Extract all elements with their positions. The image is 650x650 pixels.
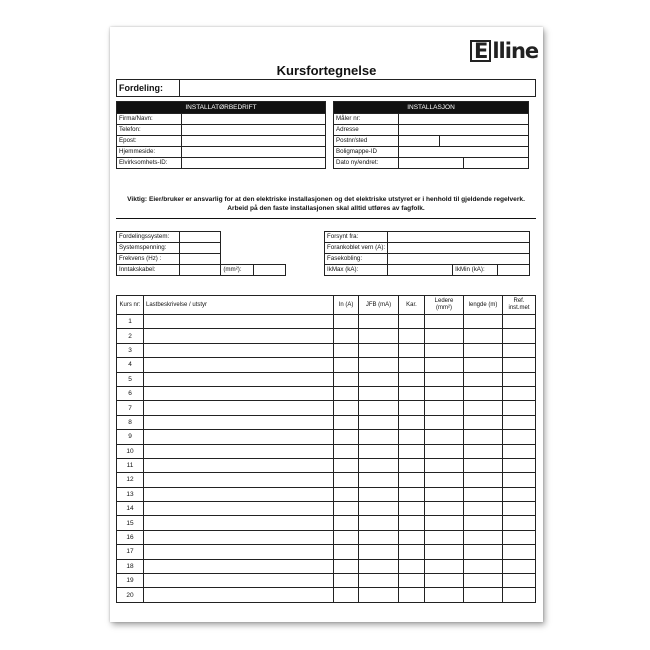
table-row bbox=[117, 415, 536, 429]
system-label: Frekvens (Hz) : bbox=[117, 254, 180, 265]
installer-field[interactable] bbox=[182, 125, 326, 136]
kurs-nr-cell: 19 bbox=[117, 574, 144, 588]
table-cell[interactable] bbox=[399, 516, 425, 530]
installation-label: Adresse bbox=[334, 125, 399, 136]
elline-logo bbox=[470, 39, 538, 63]
table-cell[interactable] bbox=[144, 415, 334, 429]
kurs-nr-cell: 9 bbox=[117, 430, 144, 444]
sted-field[interactable] bbox=[440, 136, 529, 147]
table-cell[interactable] bbox=[399, 502, 425, 516]
table-cell[interactable] bbox=[503, 444, 536, 458]
table-cell[interactable] bbox=[503, 545, 536, 559]
fordeling-label: Fordeling: bbox=[117, 80, 180, 97]
table-cell[interactable] bbox=[359, 559, 399, 573]
table-cell[interactable] bbox=[334, 588, 359, 602]
table-cell[interactable] bbox=[425, 386, 464, 400]
table-cell[interactable] bbox=[503, 502, 536, 516]
table-cell[interactable] bbox=[464, 386, 503, 400]
circuit-table-header bbox=[117, 296, 536, 315]
table-cell[interactable] bbox=[399, 430, 425, 444]
table-cell[interactable] bbox=[334, 473, 359, 487]
table-cell[interactable] bbox=[144, 588, 334, 602]
table-cell[interactable] bbox=[144, 530, 334, 544]
table-cell[interactable] bbox=[425, 574, 464, 588]
system-field[interactable] bbox=[179, 243, 221, 254]
table-cell[interactable] bbox=[425, 516, 464, 530]
table-cell[interactable] bbox=[399, 444, 425, 458]
table-row bbox=[117, 430, 536, 444]
table-cell[interactable] bbox=[464, 588, 503, 602]
system-field[interactable] bbox=[388, 243, 530, 254]
table-cell[interactable] bbox=[503, 386, 536, 400]
col-lastbeskrivelse: Lastbeskrivelse / utstyr bbox=[144, 296, 334, 315]
table-cell[interactable] bbox=[464, 329, 503, 343]
kurs-nr-cell: 17 bbox=[117, 545, 144, 559]
table-cell[interactable] bbox=[334, 545, 359, 559]
table-cell[interactable] bbox=[425, 444, 464, 458]
table-cell[interactable] bbox=[399, 386, 425, 400]
table-cell[interactable] bbox=[144, 458, 334, 472]
table-cell[interactable] bbox=[425, 415, 464, 429]
table-cell[interactable] bbox=[144, 516, 334, 530]
table-cell[interactable] bbox=[334, 559, 359, 573]
table-cell[interactable] bbox=[359, 329, 399, 343]
table-cell[interactable] bbox=[359, 386, 399, 400]
table-cell[interactable] bbox=[503, 358, 536, 372]
table-cell[interactable] bbox=[425, 343, 464, 357]
table-cell[interactable] bbox=[334, 430, 359, 444]
kurs-nr-cell: 14 bbox=[117, 502, 144, 516]
table-cell[interactable] bbox=[503, 516, 536, 530]
table-cell[interactable] bbox=[399, 559, 425, 573]
table-cell[interactable] bbox=[503, 574, 536, 588]
dato-endret-field[interactable] bbox=[464, 158, 529, 169]
table-cell[interactable] bbox=[399, 458, 425, 472]
kurs-nr-cell: 6 bbox=[117, 386, 144, 400]
installer-table bbox=[116, 101, 326, 169]
kurs-nr-cell: 7 bbox=[117, 401, 144, 415]
table-cell[interactable] bbox=[503, 315, 536, 329]
ikmax-field[interactable] bbox=[388, 265, 453, 276]
table-cell[interactable] bbox=[359, 315, 399, 329]
installer-header: INSTALLATØRBEDRIFT bbox=[117, 102, 326, 114]
table-cell[interactable] bbox=[503, 343, 536, 357]
system-right-table bbox=[324, 231, 530, 276]
fordeling-row bbox=[116, 79, 536, 97]
installation-label: Boligmappe-ID bbox=[334, 147, 399, 158]
installation-field[interactable] bbox=[399, 125, 529, 136]
system-label: Systemspenning: bbox=[117, 243, 180, 254]
system-label: Fordelingssystem: bbox=[117, 232, 180, 243]
table-row bbox=[117, 401, 536, 415]
table-cell[interactable] bbox=[425, 487, 464, 501]
table-cell[interactable] bbox=[464, 458, 503, 472]
table-row bbox=[117, 372, 536, 386]
table-row bbox=[117, 458, 536, 472]
table-cell[interactable] bbox=[359, 358, 399, 372]
installation-table bbox=[333, 101, 529, 169]
table-cell[interactable] bbox=[399, 574, 425, 588]
table-cell[interactable] bbox=[399, 588, 425, 602]
mm2-label: (mm²): bbox=[221, 265, 254, 276]
table-cell[interactable] bbox=[464, 343, 503, 357]
table-cell[interactable] bbox=[359, 372, 399, 386]
table-cell[interactable] bbox=[359, 458, 399, 472]
installer-field[interactable] bbox=[182, 136, 326, 147]
table-cell[interactable] bbox=[144, 358, 334, 372]
table-row bbox=[117, 559, 536, 573]
table-cell[interactable] bbox=[334, 358, 359, 372]
system-label: Fasekobling: bbox=[325, 254, 388, 265]
installation-field[interactable] bbox=[399, 147, 529, 158]
table-cell[interactable] bbox=[425, 588, 464, 602]
system-label: Forankoblet vern (A): bbox=[325, 243, 388, 254]
kurs-nr-cell: 5 bbox=[117, 372, 144, 386]
table-row bbox=[117, 343, 536, 357]
table-cell[interactable] bbox=[334, 372, 359, 386]
kurs-nr-cell: 18 bbox=[117, 559, 144, 573]
table-cell[interactable] bbox=[334, 343, 359, 357]
kurs-nr-cell: 10 bbox=[117, 444, 144, 458]
page-title: Kursfortegnelse bbox=[276, 63, 377, 78]
table-cell[interactable] bbox=[464, 372, 503, 386]
table-cell[interactable] bbox=[503, 458, 536, 472]
table-cell[interactable] bbox=[144, 401, 334, 415]
table-cell[interactable] bbox=[359, 343, 399, 357]
table-cell[interactable] bbox=[399, 329, 425, 343]
kurs-nr-cell: 2 bbox=[117, 329, 144, 343]
kurs-nr-cell: 13 bbox=[117, 487, 144, 501]
system-field[interactable] bbox=[179, 254, 221, 265]
table-cell[interactable] bbox=[399, 401, 425, 415]
table-cell[interactable] bbox=[464, 530, 503, 544]
table-cell[interactable] bbox=[503, 559, 536, 573]
table-row bbox=[117, 487, 536, 501]
divider bbox=[116, 218, 536, 219]
table-cell[interactable] bbox=[399, 358, 425, 372]
kurs-nr-cell: 15 bbox=[117, 516, 144, 530]
table-row bbox=[117, 444, 536, 458]
col-kurs-nr: Kurs nr: bbox=[117, 296, 144, 315]
table-row bbox=[117, 516, 536, 530]
mm2-field[interactable] bbox=[253, 265, 285, 276]
installer-label: Epost: bbox=[117, 136, 182, 147]
system-label: Forsynt fra: bbox=[325, 232, 388, 243]
table-cell[interactable] bbox=[144, 559, 334, 573]
table-cell[interactable] bbox=[464, 315, 503, 329]
ikmax-label: IkMax (kA): bbox=[325, 265, 388, 276]
table-cell[interactable] bbox=[425, 502, 464, 516]
installer-field[interactable] bbox=[182, 158, 326, 169]
table-cell[interactable] bbox=[464, 415, 503, 429]
table-cell[interactable] bbox=[144, 329, 334, 343]
fordeling-field[interactable] bbox=[180, 80, 536, 97]
col-kar: Kar. bbox=[399, 296, 425, 315]
table-cell[interactable] bbox=[503, 329, 536, 343]
logo-box-letter: E bbox=[470, 40, 491, 62]
installer-label: Telefon: bbox=[117, 125, 182, 136]
table-cell[interactable] bbox=[144, 487, 334, 501]
table-row bbox=[117, 329, 536, 343]
kurs-nr-cell: 8 bbox=[117, 415, 144, 429]
table-cell[interactable] bbox=[399, 372, 425, 386]
circuit-table-body bbox=[117, 315, 536, 603]
col-ledere: Ledere (mm²) bbox=[425, 296, 464, 315]
table-cell[interactable] bbox=[464, 430, 503, 444]
system-field[interactable] bbox=[179, 232, 221, 243]
installation-label: Postnr/sted bbox=[334, 136, 399, 147]
table-cell[interactable] bbox=[359, 588, 399, 602]
logo-rest: lline bbox=[492, 39, 539, 63]
table-cell[interactable] bbox=[503, 530, 536, 544]
table-cell[interactable] bbox=[144, 315, 334, 329]
table-cell[interactable] bbox=[425, 358, 464, 372]
table-cell[interactable] bbox=[464, 473, 503, 487]
table-cell[interactable] bbox=[399, 530, 425, 544]
col-in: In (A) bbox=[334, 296, 359, 315]
table-cell[interactable] bbox=[464, 487, 503, 501]
installation-label: Måler nr: bbox=[334, 114, 399, 125]
table-cell[interactable] bbox=[464, 401, 503, 415]
ikmin-label: IkMin (kA): bbox=[453, 265, 498, 276]
system-label: Inntakskabel: bbox=[117, 265, 180, 276]
table-cell[interactable] bbox=[334, 530, 359, 544]
table-cell[interactable] bbox=[464, 574, 503, 588]
kurs-nr-cell: 3 bbox=[117, 343, 144, 357]
table-cell[interactable] bbox=[503, 430, 536, 444]
table-cell[interactable] bbox=[425, 458, 464, 472]
table-cell[interactable] bbox=[359, 430, 399, 444]
important-note: Viktig: Eier/bruker er ansvarlig for at den elektriske installasjonen og det elektriske utstyret er i henhold til gjeldende regelverk. Arbeid på den faste installasjonen skal alltid utføres av fagfolk. bbox=[127, 196, 525, 212]
table-cell[interactable] bbox=[399, 473, 425, 487]
system-field[interactable] bbox=[388, 254, 530, 265]
table-cell[interactable] bbox=[334, 386, 359, 400]
table-cell[interactable] bbox=[144, 430, 334, 444]
ikmin-field[interactable] bbox=[498, 265, 530, 276]
table-cell[interactable] bbox=[359, 415, 399, 429]
table-cell[interactable] bbox=[425, 329, 464, 343]
table-cell[interactable] bbox=[464, 444, 503, 458]
table-cell[interactable] bbox=[464, 516, 503, 530]
installation-field[interactable] bbox=[399, 114, 529, 125]
table-cell[interactable] bbox=[425, 473, 464, 487]
col-lengde: lengde (m) bbox=[464, 296, 503, 315]
table-cell[interactable] bbox=[334, 502, 359, 516]
table-cell[interactable] bbox=[399, 315, 425, 329]
installation-header: INSTALLASJON bbox=[334, 102, 529, 114]
form-sheet bbox=[110, 27, 543, 622]
table-cell[interactable] bbox=[144, 444, 334, 458]
dato-ny-field[interactable] bbox=[399, 158, 464, 169]
kurs-nr-cell: 12 bbox=[117, 473, 144, 487]
table-cell[interactable] bbox=[334, 516, 359, 530]
table-cell[interactable] bbox=[503, 588, 536, 602]
table-cell[interactable] bbox=[359, 516, 399, 530]
postnr-field[interactable] bbox=[399, 136, 440, 147]
table-cell[interactable] bbox=[503, 473, 536, 487]
table-cell[interactable] bbox=[464, 502, 503, 516]
table-cell[interactable] bbox=[359, 502, 399, 516]
table-cell[interactable] bbox=[425, 559, 464, 573]
kurs-nr-cell: 1 bbox=[117, 315, 144, 329]
table-cell[interactable] bbox=[334, 574, 359, 588]
table-cell[interactable] bbox=[359, 487, 399, 501]
table-cell[interactable] bbox=[359, 444, 399, 458]
table-cell[interactable] bbox=[425, 315, 464, 329]
table-cell[interactable] bbox=[359, 473, 399, 487]
table-cell[interactable] bbox=[144, 502, 334, 516]
table-cell[interactable] bbox=[425, 401, 464, 415]
table-cell[interactable] bbox=[503, 372, 536, 386]
kurs-nr-cell: 11 bbox=[117, 458, 144, 472]
table-cell[interactable] bbox=[425, 545, 464, 559]
table-cell[interactable] bbox=[359, 545, 399, 559]
table-cell[interactable] bbox=[334, 329, 359, 343]
system-field[interactable] bbox=[388, 232, 530, 243]
table-cell[interactable] bbox=[464, 559, 503, 573]
table-cell[interactable] bbox=[144, 473, 334, 487]
table-cell[interactable] bbox=[503, 401, 536, 415]
table-cell[interactable] bbox=[334, 415, 359, 429]
installer-label: Elvirksomhets-ID: bbox=[117, 158, 182, 169]
table-row bbox=[117, 386, 536, 400]
table-cell[interactable] bbox=[359, 401, 399, 415]
kurs-nr-cell: 20 bbox=[117, 588, 144, 602]
table-cell[interactable] bbox=[503, 487, 536, 501]
table-cell[interactable] bbox=[464, 545, 503, 559]
table-cell[interactable] bbox=[425, 530, 464, 544]
table-cell[interactable] bbox=[503, 415, 536, 429]
table-cell[interactable] bbox=[334, 458, 359, 472]
table-cell[interactable] bbox=[425, 430, 464, 444]
table-row bbox=[117, 530, 536, 544]
table-cell[interactable] bbox=[464, 358, 503, 372]
installation-label: Dato ny/endret: bbox=[334, 158, 399, 169]
table-cell[interactable] bbox=[359, 530, 399, 544]
installer-field[interactable] bbox=[182, 114, 326, 125]
table-cell[interactable] bbox=[144, 343, 334, 357]
col-jfb: JFB (mA) bbox=[359, 296, 399, 315]
table-row bbox=[117, 358, 536, 372]
kurs-nr-cell: 4 bbox=[117, 358, 144, 372]
kurs-nr-cell: 16 bbox=[117, 530, 144, 544]
installer-field[interactable] bbox=[182, 147, 326, 158]
inntakskabel-field[interactable] bbox=[179, 265, 221, 276]
table-row bbox=[117, 588, 536, 602]
table-cell[interactable] bbox=[144, 545, 334, 559]
col-ref-inst: Ref. inst.met bbox=[503, 296, 536, 315]
system-left-table bbox=[116, 231, 286, 276]
table-cell[interactable] bbox=[399, 415, 425, 429]
table-cell[interactable] bbox=[334, 315, 359, 329]
table-cell[interactable] bbox=[334, 401, 359, 415]
table-cell[interactable] bbox=[144, 386, 334, 400]
table-cell[interactable] bbox=[359, 574, 399, 588]
table-cell[interactable] bbox=[399, 343, 425, 357]
installer-label: Hjemmeside: bbox=[117, 147, 182, 158]
table-cell[interactable] bbox=[399, 487, 425, 501]
table-cell[interactable] bbox=[399, 545, 425, 559]
table-row bbox=[117, 502, 536, 516]
table-cell[interactable] bbox=[144, 574, 334, 588]
table-cell[interactable] bbox=[334, 444, 359, 458]
table-row bbox=[117, 473, 536, 487]
installer-label: Firma/Navn: bbox=[117, 114, 182, 125]
table-row bbox=[117, 315, 536, 329]
table-cell[interactable] bbox=[144, 372, 334, 386]
table-cell[interactable] bbox=[334, 487, 359, 501]
table-row bbox=[117, 574, 536, 588]
table-row bbox=[117, 545, 536, 559]
table-cell[interactable] bbox=[425, 372, 464, 386]
circuit-table bbox=[116, 295, 536, 603]
